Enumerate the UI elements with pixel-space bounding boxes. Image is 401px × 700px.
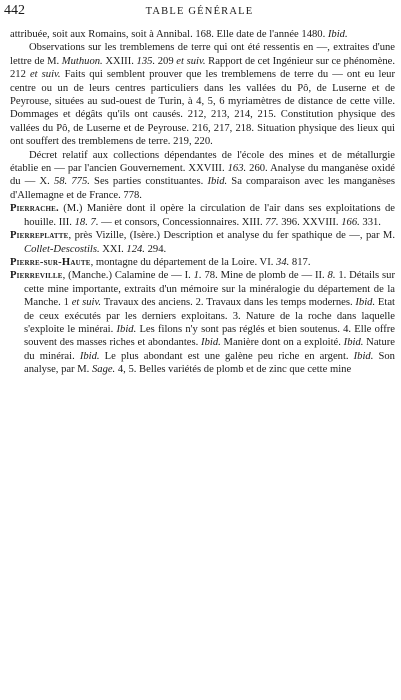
italic-ref: Collet-Descostils. — [24, 243, 100, 255]
text-run: Les filons n'y sont pas réglés et bien soutenus. 4. Elle offre souvent des masses riches et abondantes. — [24, 323, 395, 349]
italic-ref: Ibid. — [343, 337, 364, 349]
text-run: Son analyse, par M. — [24, 350, 395, 376]
text-run: 294. — [144, 243, 167, 255]
entry-headword: Pierreplatte — [10, 230, 69, 242]
index-entry — [10, 256, 395, 269]
text-run: attribuée, soit aux Romains, soit à Annibal. 168. Elle date de l'année 1480. — [10, 29, 328, 40]
index-entry — [10, 229, 395, 256]
text-run: 78. Mine de plomb de — II. — [201, 270, 328, 282]
entry-headword: Pierre-sur-Haute — [10, 256, 91, 268]
italic-ref: 7. — [90, 216, 99, 228]
index-entry — [10, 269, 395, 376]
text-run: (M.) Manière dont il opère la circulation de l'air dans ses exploitations de houille. III. — [24, 203, 395, 228]
italic-ref: 8. — [327, 270, 336, 282]
italic-ref: 18. — [74, 216, 88, 228]
italic-ref: 1. — [193, 270, 202, 282]
italic-ref: 135. — [136, 55, 156, 67]
index-text — [10, 28, 395, 377]
text-run: 396. XXVIII. — [278, 216, 342, 228]
text-run: 260. Analyse du manganèse oxidé du — X. — [10, 163, 395, 188]
italic-ref: Ibid. — [353, 350, 374, 362]
italic-ref: et suiv. — [71, 297, 102, 309]
text-run: XXI. — [99, 243, 127, 255]
text-run: Sa comparaison avec les manganèses d'Allemagne et de France. 778. — [10, 176, 395, 201]
text-run: 331. — [359, 216, 381, 228]
italic-ref: 775. — [71, 176, 90, 188]
italic-ref: et suiv. — [29, 69, 61, 81]
text-run: 209 — [155, 55, 177, 67]
text-run: 4, 5. Belles variétés de plomb et de zinc que cette mine — [115, 364, 352, 376]
italic-ref: 163. — [227, 163, 247, 175]
text-run: Le plus abondant est une galène peu riche en argent. — [99, 350, 354, 362]
text-run: Observations sur les tremblemens de terre qui ont été ressentis en —, extraites d'une lettre de M. — [10, 42, 395, 67]
text-run: Décret relatif aux collections dépendantes de l'école des mines et de métallurgie établie en — par l'ancien Gouvernement. XXVIII. — [10, 149, 395, 175]
italic-ref: Sage. — [91, 364, 116, 376]
italic-ref: Ibid. — [327, 29, 348, 40]
italic-ref: et suiv. — [176, 55, 206, 67]
text-run: 817. — [289, 256, 311, 268]
text-run: Ses parties constituantes. — [89, 176, 208, 188]
index-paragraph — [10, 149, 395, 203]
italic-ref: 58. — [53, 176, 68, 188]
text-run: — et consors, Concessionnaires. XIII. — [98, 216, 266, 228]
text-run: Manière dont on a exploité. — [220, 337, 344, 349]
text-run: Nature du minérai. — [24, 337, 395, 362]
italic-ref: Ibid. — [207, 176, 228, 188]
running-header — [4, 3, 395, 21]
italic-ref: Ibid. — [79, 350, 100, 362]
text-run: , montagne du département de la Loire. VI. — [90, 256, 277, 268]
italic-ref: Muthuon. — [61, 55, 103, 67]
italic-ref: 34. — [276, 256, 290, 268]
italic-ref: Ibid. — [355, 297, 376, 309]
text-run: Faits qui semblent prouver que les tremblemens de terre du — ont eu leur centre ou un de leurs centres particuliers dans les vallées du Pô, de Luserne et de Peyrouse, situées au sud-ouest de Turin, à 4, 5, 6 myriamètres de distance de cette ville. Dommages et dégâts qu'ils ont causés. 212, 213, 214, 215. Constitution physique des vallées du Pô, de Luserne et de Peyrouse. 216, 217, 218. Situation physique des lieux qui ont souffert des tremblemens de terre. 219, 220. — [10, 69, 395, 148]
text-run: 1. Détails sur cette mine importante, extraits d'un mémoire sur la minéralogie du département de la Manche. 1 — [24, 270, 395, 309]
italic-ref: 124. — [126, 243, 145, 255]
index-paragraph — [10, 41, 395, 148]
text-run: Rapport de cet Ingénieur sur ce phénomène. 212 — [10, 55, 395, 81]
page-number: 442 — [4, 3, 25, 18]
italic-ref: Ibid. — [116, 323, 137, 335]
text-run: Travaux des anciens. 2. Travaux dans les temps modernes. — [101, 297, 356, 309]
italic-ref: Ibid. — [201, 337, 221, 349]
entry-headword: Pierreville — [10, 270, 63, 282]
index-entry — [10, 202, 395, 229]
text-run: , près Vizille, (Isère.) Description et analyse du fer spathique de —, par M. — [68, 230, 395, 242]
text-run: Etat de ceux exécutés par les derniers exploitans. 3. Nature de la roche dans laquelle s'exploite le minérai. — [24, 297, 395, 335]
entry-headword: Pierrache. — [10, 203, 59, 215]
italic-ref: 77. — [265, 216, 279, 228]
running-title: TABLE GÉNÉRALE — [145, 6, 254, 17]
index-paragraph — [10, 28, 395, 41]
text-run: , (Manche.) Calamine de — I. — [62, 270, 194, 282]
text-run: XXIII. — [102, 55, 137, 67]
italic-ref: 166. — [341, 216, 360, 228]
